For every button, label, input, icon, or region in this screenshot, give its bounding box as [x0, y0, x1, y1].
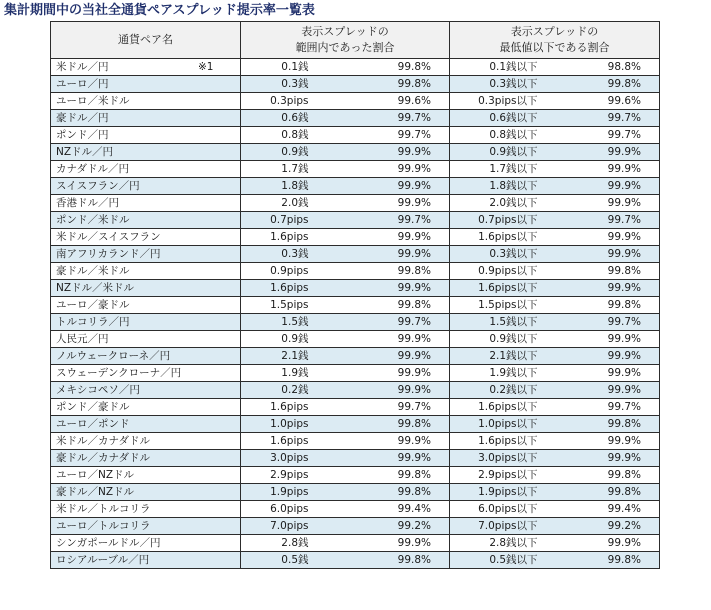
cell-spread: 0.9pips	[241, 263, 313, 280]
table-row	[51, 76, 660, 93]
cell-min-rate: 99.4%	[542, 501, 660, 518]
cell-within-rate: 99.9%	[313, 229, 450, 246]
table-row	[51, 518, 660, 535]
cell-min-spread: 1.5銭以下	[450, 314, 542, 331]
table-row	[51, 297, 660, 314]
cell-pair	[51, 535, 241, 552]
pair-name: ユーロ／トルコリラ	[56, 520, 151, 532]
cell-min-spread: 2.0銭以下	[450, 195, 542, 212]
cell-within-rate: 99.9%	[313, 161, 450, 178]
pair-name: ポンド／円	[56, 129, 109, 141]
cell-pair	[51, 365, 241, 382]
table-row	[51, 382, 660, 399]
cell-pair	[51, 110, 241, 127]
pair-name: 豪ドル／NZドル	[56, 486, 135, 498]
page-title: 集計期間中の当社全通貨ペアスプレッド提示率一覧表	[4, 3, 315, 18]
cell-spread: 6.0pips	[241, 501, 313, 518]
cell-min-rate: 99.9%	[542, 535, 660, 552]
cell-min-spread: 1.6pips以下	[450, 229, 542, 246]
table-row	[51, 314, 660, 331]
header-within-range	[241, 22, 450, 59]
pair-name: ユーロ／円	[56, 78, 109, 90]
table-row	[51, 246, 660, 263]
cell-min-rate: 99.9%	[542, 382, 660, 399]
cell-min-spread: 1.7銭以下	[450, 161, 542, 178]
cell-min-spread: 2.1銭以下	[450, 348, 542, 365]
cell-min-rate: 99.9%	[542, 348, 660, 365]
cell-within-rate: 99.7%	[313, 127, 450, 144]
table-row	[51, 484, 660, 501]
pair-name: ユーロ／豪ドル	[56, 299, 130, 311]
cell-pair	[51, 552, 241, 569]
footnote-mark: ※1	[198, 61, 214, 73]
cell-spread: 0.9銭	[241, 144, 313, 161]
table-row	[51, 365, 660, 382]
cell-within-rate: 99.9%	[313, 178, 450, 195]
cell-spread: 0.3pips	[241, 93, 313, 110]
cell-spread: 0.3銭	[241, 246, 313, 263]
cell-spread: 2.8銭	[241, 535, 313, 552]
cell-within-rate: 99.2%	[313, 518, 450, 535]
cell-pair	[51, 212, 241, 229]
table-row	[51, 467, 660, 484]
cell-min-spread: 0.3銭以下	[450, 246, 542, 263]
table-row	[51, 127, 660, 144]
cell-pair	[51, 263, 241, 280]
table-row	[51, 195, 660, 212]
table-row	[51, 535, 660, 552]
pair-name: カナダドル／円	[56, 163, 129, 175]
cell-min-spread: 1.9pips以下	[450, 484, 542, 501]
cell-min-spread: 0.2銭以下	[450, 382, 542, 399]
pair-name: ユーロ／NZドル	[56, 469, 135, 481]
cell-within-rate: 99.8%	[313, 297, 450, 314]
cell-min-rate: 99.6%	[542, 93, 660, 110]
pair-name: NZドル／米ドル	[56, 282, 135, 294]
cell-min-spread: 3.0pips以下	[450, 450, 542, 467]
header-within-line2: 範囲内であった割合	[295, 41, 395, 54]
cell-min-rate: 99.8%	[542, 552, 660, 569]
table-row	[51, 110, 660, 127]
cell-within-rate: 99.8%	[313, 59, 450, 76]
cell-min-spread: 6.0pips以下	[450, 501, 542, 518]
cell-within-rate: 99.7%	[313, 399, 450, 416]
cell-min-spread: 1.5pips以下	[450, 297, 542, 314]
table-row	[51, 433, 660, 450]
cell-spread: 0.2銭	[241, 382, 313, 399]
table-row	[51, 93, 660, 110]
table-row	[51, 144, 660, 161]
pair-name: ポンド／米ドル	[56, 214, 130, 226]
pair-name: トルコリラ／円	[56, 316, 130, 328]
cell-min-spread: 1.6pips以下	[450, 399, 542, 416]
cell-min-rate: 99.9%	[542, 144, 660, 161]
cell-pair	[51, 161, 241, 178]
cell-spread: 0.8銭	[241, 127, 313, 144]
cell-spread: 0.7pips	[241, 212, 313, 229]
cell-min-spread: 0.9pips以下	[450, 263, 542, 280]
cell-within-rate: 99.6%	[313, 93, 450, 110]
table-row	[51, 450, 660, 467]
cell-spread: 1.6pips	[241, 229, 313, 246]
cell-pair	[51, 433, 241, 450]
cell-min-spread: 0.9銭以下	[450, 144, 542, 161]
cell-min-spread: 0.9銭以下	[450, 331, 542, 348]
cell-min-rate: 99.8%	[542, 467, 660, 484]
cell-within-rate: 99.8%	[313, 467, 450, 484]
cell-spread: 7.0pips	[241, 518, 313, 535]
cell-within-rate: 99.9%	[313, 331, 450, 348]
cell-min-rate: 98.8%	[542, 59, 660, 76]
pair-name: ノルウェークローネ／円	[56, 350, 171, 362]
cell-min-rate: 99.9%	[542, 161, 660, 178]
cell-min-rate: 99.7%	[542, 399, 660, 416]
table-row	[51, 161, 660, 178]
pair-name: ポンド／豪ドル	[56, 401, 130, 413]
cell-spread: 1.5pips	[241, 297, 313, 314]
cell-pair	[51, 76, 241, 93]
pair-name: 豪ドル／米ドル	[56, 265, 130, 277]
table-row	[51, 59, 660, 76]
cell-within-rate: 99.9%	[313, 382, 450, 399]
cell-pair	[51, 246, 241, 263]
cell-within-rate: 99.9%	[313, 433, 450, 450]
cell-pair	[51, 518, 241, 535]
cell-min-rate: 99.9%	[542, 331, 660, 348]
cell-pair	[51, 229, 241, 246]
cell-spread: 3.0pips	[241, 450, 313, 467]
cell-within-rate: 99.9%	[313, 195, 450, 212]
pair-name: 南アフリカランド／円	[56, 248, 161, 260]
pair-name: 米ドル／カナダドル	[56, 435, 150, 447]
table-row	[51, 399, 660, 416]
cell-min-spread: 1.9銭以下	[450, 365, 542, 382]
cell-within-rate: 99.9%	[313, 348, 450, 365]
cell-within-rate: 99.9%	[313, 535, 450, 552]
cell-pair	[51, 280, 241, 297]
cell-min-rate: 99.8%	[542, 484, 660, 501]
table-row	[51, 348, 660, 365]
cell-min-rate: 99.7%	[542, 127, 660, 144]
table-row	[51, 501, 660, 518]
cell-spread: 0.3銭	[241, 76, 313, 93]
cell-min-rate: 99.9%	[542, 365, 660, 382]
cell-min-rate: 99.7%	[542, 314, 660, 331]
cell-within-rate: 99.8%	[313, 76, 450, 93]
cell-min-rate: 99.9%	[542, 246, 660, 263]
cell-within-rate: 99.9%	[313, 246, 450, 263]
pair-name: メキシコペソ／円	[56, 384, 140, 396]
cell-min-spread: 2.8銭以下	[450, 535, 542, 552]
cell-within-rate: 99.4%	[313, 501, 450, 518]
cell-min-rate: 99.8%	[542, 263, 660, 280]
cell-pair	[51, 59, 241, 76]
cell-pair	[51, 484, 241, 501]
cell-spread: 1.6pips	[241, 399, 313, 416]
cell-spread: 1.5銭	[241, 314, 313, 331]
cell-spread: 0.6銭	[241, 110, 313, 127]
cell-within-rate: 99.7%	[313, 110, 450, 127]
cell-min-spread: 0.6銭以下	[450, 110, 542, 127]
cell-spread: 0.1銭	[241, 59, 313, 76]
table-row	[51, 263, 660, 280]
header-min-line2: 最低値以下である割合	[499, 41, 610, 54]
cell-min-rate: 99.7%	[542, 212, 660, 229]
cell-within-rate: 99.7%	[313, 314, 450, 331]
pair-name: スウェーデンクローナ／円	[56, 367, 182, 379]
cell-min-spread: 0.5銭以下	[450, 552, 542, 569]
header-min-value	[450, 22, 660, 59]
cell-spread: 1.6pips	[241, 280, 313, 297]
cell-min-spread: 2.9pips以下	[450, 467, 542, 484]
cell-pair	[51, 348, 241, 365]
pair-name: 米ドル／トルコリラ	[56, 503, 151, 515]
pair-name: 米ドル／スイスフラン	[56, 231, 161, 243]
cell-spread: 1.6pips	[241, 433, 313, 450]
cell-within-rate: 99.8%	[313, 484, 450, 501]
cell-pair	[51, 144, 241, 161]
table-row	[51, 552, 660, 569]
pair-name: 豪ドル／円	[56, 112, 109, 124]
cell-within-rate: 99.7%	[313, 212, 450, 229]
cell-within-rate: 99.9%	[313, 365, 450, 382]
table-row	[51, 229, 660, 246]
table-header-row	[51, 22, 660, 59]
pair-name: ユーロ／米ドル	[56, 95, 130, 107]
cell-pair	[51, 314, 241, 331]
header-within-line1: 表示スプレッドの	[301, 25, 389, 38]
cell-within-rate: 99.9%	[313, 450, 450, 467]
cell-pair	[51, 93, 241, 110]
cell-within-rate: 99.8%	[313, 552, 450, 569]
cell-spread: 0.5銭	[241, 552, 313, 569]
cell-pair	[51, 416, 241, 433]
cell-pair	[51, 127, 241, 144]
cell-pair	[51, 195, 241, 212]
cell-pair	[51, 297, 241, 314]
table-row	[51, 280, 660, 297]
cell-within-rate: 99.9%	[313, 280, 450, 297]
cell-pair	[51, 501, 241, 518]
cell-min-rate: 99.9%	[542, 229, 660, 246]
table-row	[51, 178, 660, 195]
table-row	[51, 212, 660, 229]
pair-name: NZドル／円	[56, 146, 114, 158]
pair-name: シンガポールドル／円	[56, 537, 161, 549]
cell-pair	[51, 467, 241, 484]
cell-min-rate: 99.9%	[542, 280, 660, 297]
cell-spread: 1.8銭	[241, 178, 313, 195]
header-min-line1: 表示スプレッドの	[510, 25, 599, 38]
cell-spread: 2.1銭	[241, 348, 313, 365]
cell-pair	[51, 450, 241, 467]
cell-min-rate: 99.7%	[542, 110, 660, 127]
cell-pair	[51, 178, 241, 195]
cell-min-rate: 99.2%	[542, 518, 660, 535]
cell-min-rate: 99.9%	[542, 195, 660, 212]
cell-spread: 2.0銭	[241, 195, 313, 212]
table-row	[51, 416, 660, 433]
cell-min-spread: 1.6pips以下	[450, 280, 542, 297]
cell-pair	[51, 331, 241, 348]
table-row	[51, 331, 660, 348]
cell-spread: 0.9銭	[241, 331, 313, 348]
spread-rate-table	[50, 21, 660, 569]
cell-spread: 1.9銭	[241, 365, 313, 382]
cell-spread: 1.7銭	[241, 161, 313, 178]
cell-spread: 1.9pips	[241, 484, 313, 501]
cell-min-rate: 99.8%	[542, 297, 660, 314]
cell-min-rate: 99.9%	[542, 178, 660, 195]
cell-min-rate: 99.8%	[542, 416, 660, 433]
cell-min-rate: 99.9%	[542, 450, 660, 467]
cell-pair	[51, 382, 241, 399]
pair-name: 人民元／円	[56, 333, 109, 345]
cell-pair	[51, 399, 241, 416]
pair-name: スイスフラン／円	[56, 180, 140, 192]
pair-name: ユーロ／ポンド	[56, 418, 130, 430]
cell-min-spread: 1.8銭以下	[450, 178, 542, 195]
pair-name: 米ドル／円	[56, 61, 109, 73]
pair-name: 豪ドル／カナダドル	[56, 452, 150, 464]
header-pair: 通貨ペア名	[51, 22, 241, 59]
cell-min-spread: 0.3銭以下	[450, 76, 542, 93]
cell-spread: 2.9pips	[241, 467, 313, 484]
cell-min-spread: 1.6pips以下	[450, 433, 542, 450]
cell-min-spread: 7.0pips以下	[450, 518, 542, 535]
cell-min-rate: 99.9%	[542, 433, 660, 450]
cell-min-spread: 0.3pips以下	[450, 93, 542, 110]
cell-min-spread: 0.7pips以下	[450, 212, 542, 229]
cell-within-rate: 99.9%	[313, 144, 450, 161]
cell-min-rate: 99.8%	[542, 76, 660, 93]
cell-within-rate: 99.8%	[313, 416, 450, 433]
pair-name: ロシアルーブル／円	[56, 554, 150, 566]
cell-min-spread: 0.8銭以下	[450, 127, 542, 144]
pair-name: 香港ドル／円	[56, 197, 119, 209]
cell-min-spread: 1.0pips以下	[450, 416, 542, 433]
cell-min-spread: 0.1銭以下	[450, 59, 542, 76]
cell-spread: 1.0pips	[241, 416, 313, 433]
cell-within-rate: 99.8%	[313, 263, 450, 280]
